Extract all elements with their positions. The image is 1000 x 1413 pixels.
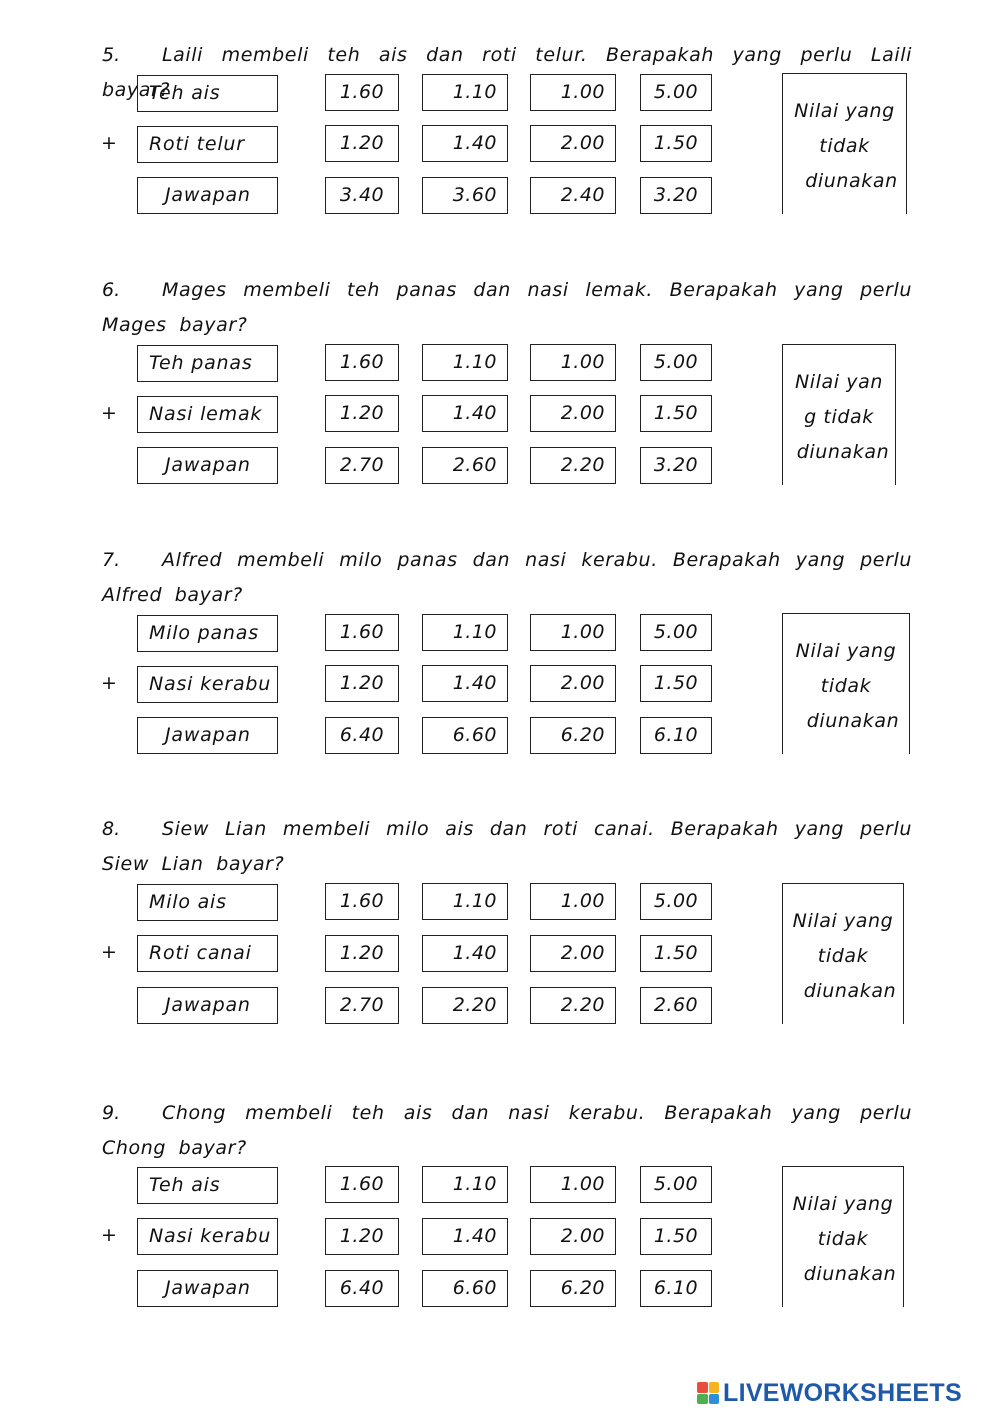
option-card[interactable]: 1.40 [422,1218,508,1255]
option-card[interactable]: 5.00 [640,344,712,381]
option-card[interactable]: 1.40 [422,935,508,972]
item2-box: Nasi kerabu [137,666,278,703]
option-card[interactable]: 6.20 [530,717,616,754]
answer-label: Jawapan [137,177,278,214]
logo-square [697,1394,708,1405]
option-card[interactable]: 1.40 [422,395,508,432]
option-card[interactable]: 2.00 [530,395,616,432]
unused-label-line: tidak [817,945,869,967]
answer-label: Jawapan [137,717,278,754]
option-card[interactable]: 1.10 [422,614,508,651]
option-card[interactable]: 2.60 [422,447,508,484]
question-text [102,812,912,882]
option-card[interactable]: 1.60 [325,344,399,381]
unused-label-line: Nilai yang [792,910,894,932]
option-card[interactable]: 1.60 [325,883,399,920]
unused-label-line: g tidak [804,406,874,428]
unused-label-line: diunakan [803,1263,897,1285]
item1-box: Teh ais [137,75,278,112]
option-card[interactable]: 3.20 [640,177,712,214]
option-card[interactable]: 6.40 [325,717,399,754]
unused-values-dropzone[interactable] [782,613,910,754]
logo-square [709,1382,720,1393]
option-card[interactable]: 1.20 [325,935,399,972]
question-number: 5. [102,44,121,66]
option-card[interactable]: 3.60 [422,177,508,214]
option-card[interactable]: 6.40 [325,1270,399,1307]
option-card[interactable]: 2.70 [325,447,399,484]
option-card[interactable]: 6.60 [422,1270,508,1307]
plus-sign: + [101,132,117,154]
option-card[interactable]: 1.60 [325,1166,399,1203]
option-card[interactable]: 1.50 [640,1218,712,1255]
question-prompt: Alfred membeli milo panas dan nasi kerabu. Berapakah yang perlu Alfred bayar? [102,549,912,606]
item2-box: Roti telur [137,126,278,163]
option-card[interactable]: 1.10 [422,1166,508,1203]
option-card[interactable]: 1.00 [530,614,616,651]
option-card[interactable]: 5.00 [640,883,712,920]
option-card[interactable]: 1.20 [325,395,399,432]
option-card[interactable]: 1.20 [325,1218,399,1255]
answer-label: Jawapan [137,447,278,484]
question-number: 9. [102,1102,121,1124]
option-card[interactable]: 2.20 [530,447,616,484]
option-card[interactable]: 6.60 [422,717,508,754]
option-card[interactable]: 5.00 [640,74,712,111]
option-card[interactable]: 2.00 [530,665,616,702]
option-card[interactable]: 3.20 [640,447,712,484]
option-card[interactable]: 1.00 [530,883,616,920]
option-card[interactable]: 1.50 [640,935,712,972]
unused-label-line: diunakan [806,710,900,732]
option-card[interactable]: 2.40 [530,177,616,214]
unused-label-line: tidak [820,675,872,697]
option-card[interactable]: 6.10 [640,717,712,754]
logo-text: LIVEWORKSHEETS [723,1378,962,1407]
item2-box: Roti canai [137,935,278,972]
unused-values-dropzone[interactable] [782,1166,904,1307]
option-card[interactable]: 1.00 [530,74,616,111]
item1-box: Teh ais [137,1167,278,1204]
item2-box: Nasi kerabu [137,1218,278,1255]
option-card[interactable]: 2.00 [530,935,616,972]
unused-values-dropzone[interactable] [782,73,907,214]
question-text [102,273,912,343]
plus-sign: + [101,1224,117,1246]
unused-label-line: Nilai yang [792,1193,894,1215]
option-card[interactable]: 2.20 [530,987,616,1024]
option-card[interactable]: 1.40 [422,125,508,162]
item1-box: Teh panas [137,345,278,382]
option-card[interactable]: 2.70 [325,987,399,1024]
logo-square [709,1394,720,1405]
option-card[interactable]: 6.20 [530,1270,616,1307]
unused-label-line: diunakan [803,980,897,1002]
question-number: 7. [102,549,121,571]
option-card[interactable]: 1.10 [422,883,508,920]
option-card[interactable]: 1.00 [530,1166,616,1203]
option-card[interactable]: 2.00 [530,125,616,162]
question-prompt: Siew Lian membeli milo ais dan roti canai. Berapakah yang perlu Siew Lian bayar? [102,818,912,875]
logo-grid-icon [697,1382,719,1404]
unused-values-dropzone[interactable] [782,883,904,1024]
option-card[interactable]: 1.40 [422,665,508,702]
liveworksheets-logo [697,1378,962,1408]
option-card[interactable]: 1.60 [325,74,399,111]
option-card[interactable]: 1.50 [640,665,712,702]
question-number: 8. [102,818,121,840]
item1-box: Milo ais [137,884,278,921]
option-card[interactable]: 3.40 [325,177,399,214]
option-card[interactable]: 2.60 [640,987,712,1024]
plus-sign: + [101,672,117,694]
option-card[interactable]: 1.50 [640,125,712,162]
question-prompt: Mages membeli teh panas dan nasi lemak. Berapakah yang perlu Mages bayar? [102,279,912,336]
plus-sign: + [101,402,117,424]
unused-label-line: Nilai yan [794,371,884,393]
question-number: 6. [102,279,121,301]
unused-label-line: diunakan [805,170,898,192]
option-card[interactable]: 1.50 [640,395,712,432]
question-text [102,1096,912,1166]
item1-box: Milo panas [137,615,278,652]
answer-label: Jawapan [137,987,278,1024]
unused-label-line: Nilai yang [795,640,897,662]
unused-label-line: Nilai yang [794,100,895,122]
plus-sign: + [101,941,117,963]
option-card[interactable]: 1.10 [422,344,508,381]
option-card[interactable]: 1.00 [530,344,616,381]
question-prompt: Laili membeli teh ais dan roti telur. Berapakah yang perlu Laili bayar? [102,44,912,101]
option-card[interactable]: 2.20 [422,987,508,1024]
question-prompt: Chong membeli teh ais dan nasi kerabu. Berapakah yang perlu Chong bayar? [102,1102,912,1159]
unused-label-line: tidak [819,135,870,157]
logo-square [697,1382,708,1393]
unused-label-line: tidak [817,1228,869,1250]
option-card[interactable]: 1.10 [422,74,508,111]
option-card[interactable]: 2.00 [530,1218,616,1255]
unused-values-dropzone[interactable] [782,344,896,485]
option-card[interactable]: 1.20 [325,125,399,162]
option-card[interactable]: 5.00 [640,614,712,651]
option-card[interactable]: 5.00 [640,1166,712,1203]
option-card[interactable]: 1.20 [325,665,399,702]
option-card[interactable]: 6.10 [640,1270,712,1307]
answer-label: Jawapan [137,1270,278,1307]
question-text [102,543,912,613]
unused-label-line: diunakan [796,441,890,463]
option-card[interactable]: 1.60 [325,614,399,651]
item2-box: Nasi lemak [137,396,278,433]
